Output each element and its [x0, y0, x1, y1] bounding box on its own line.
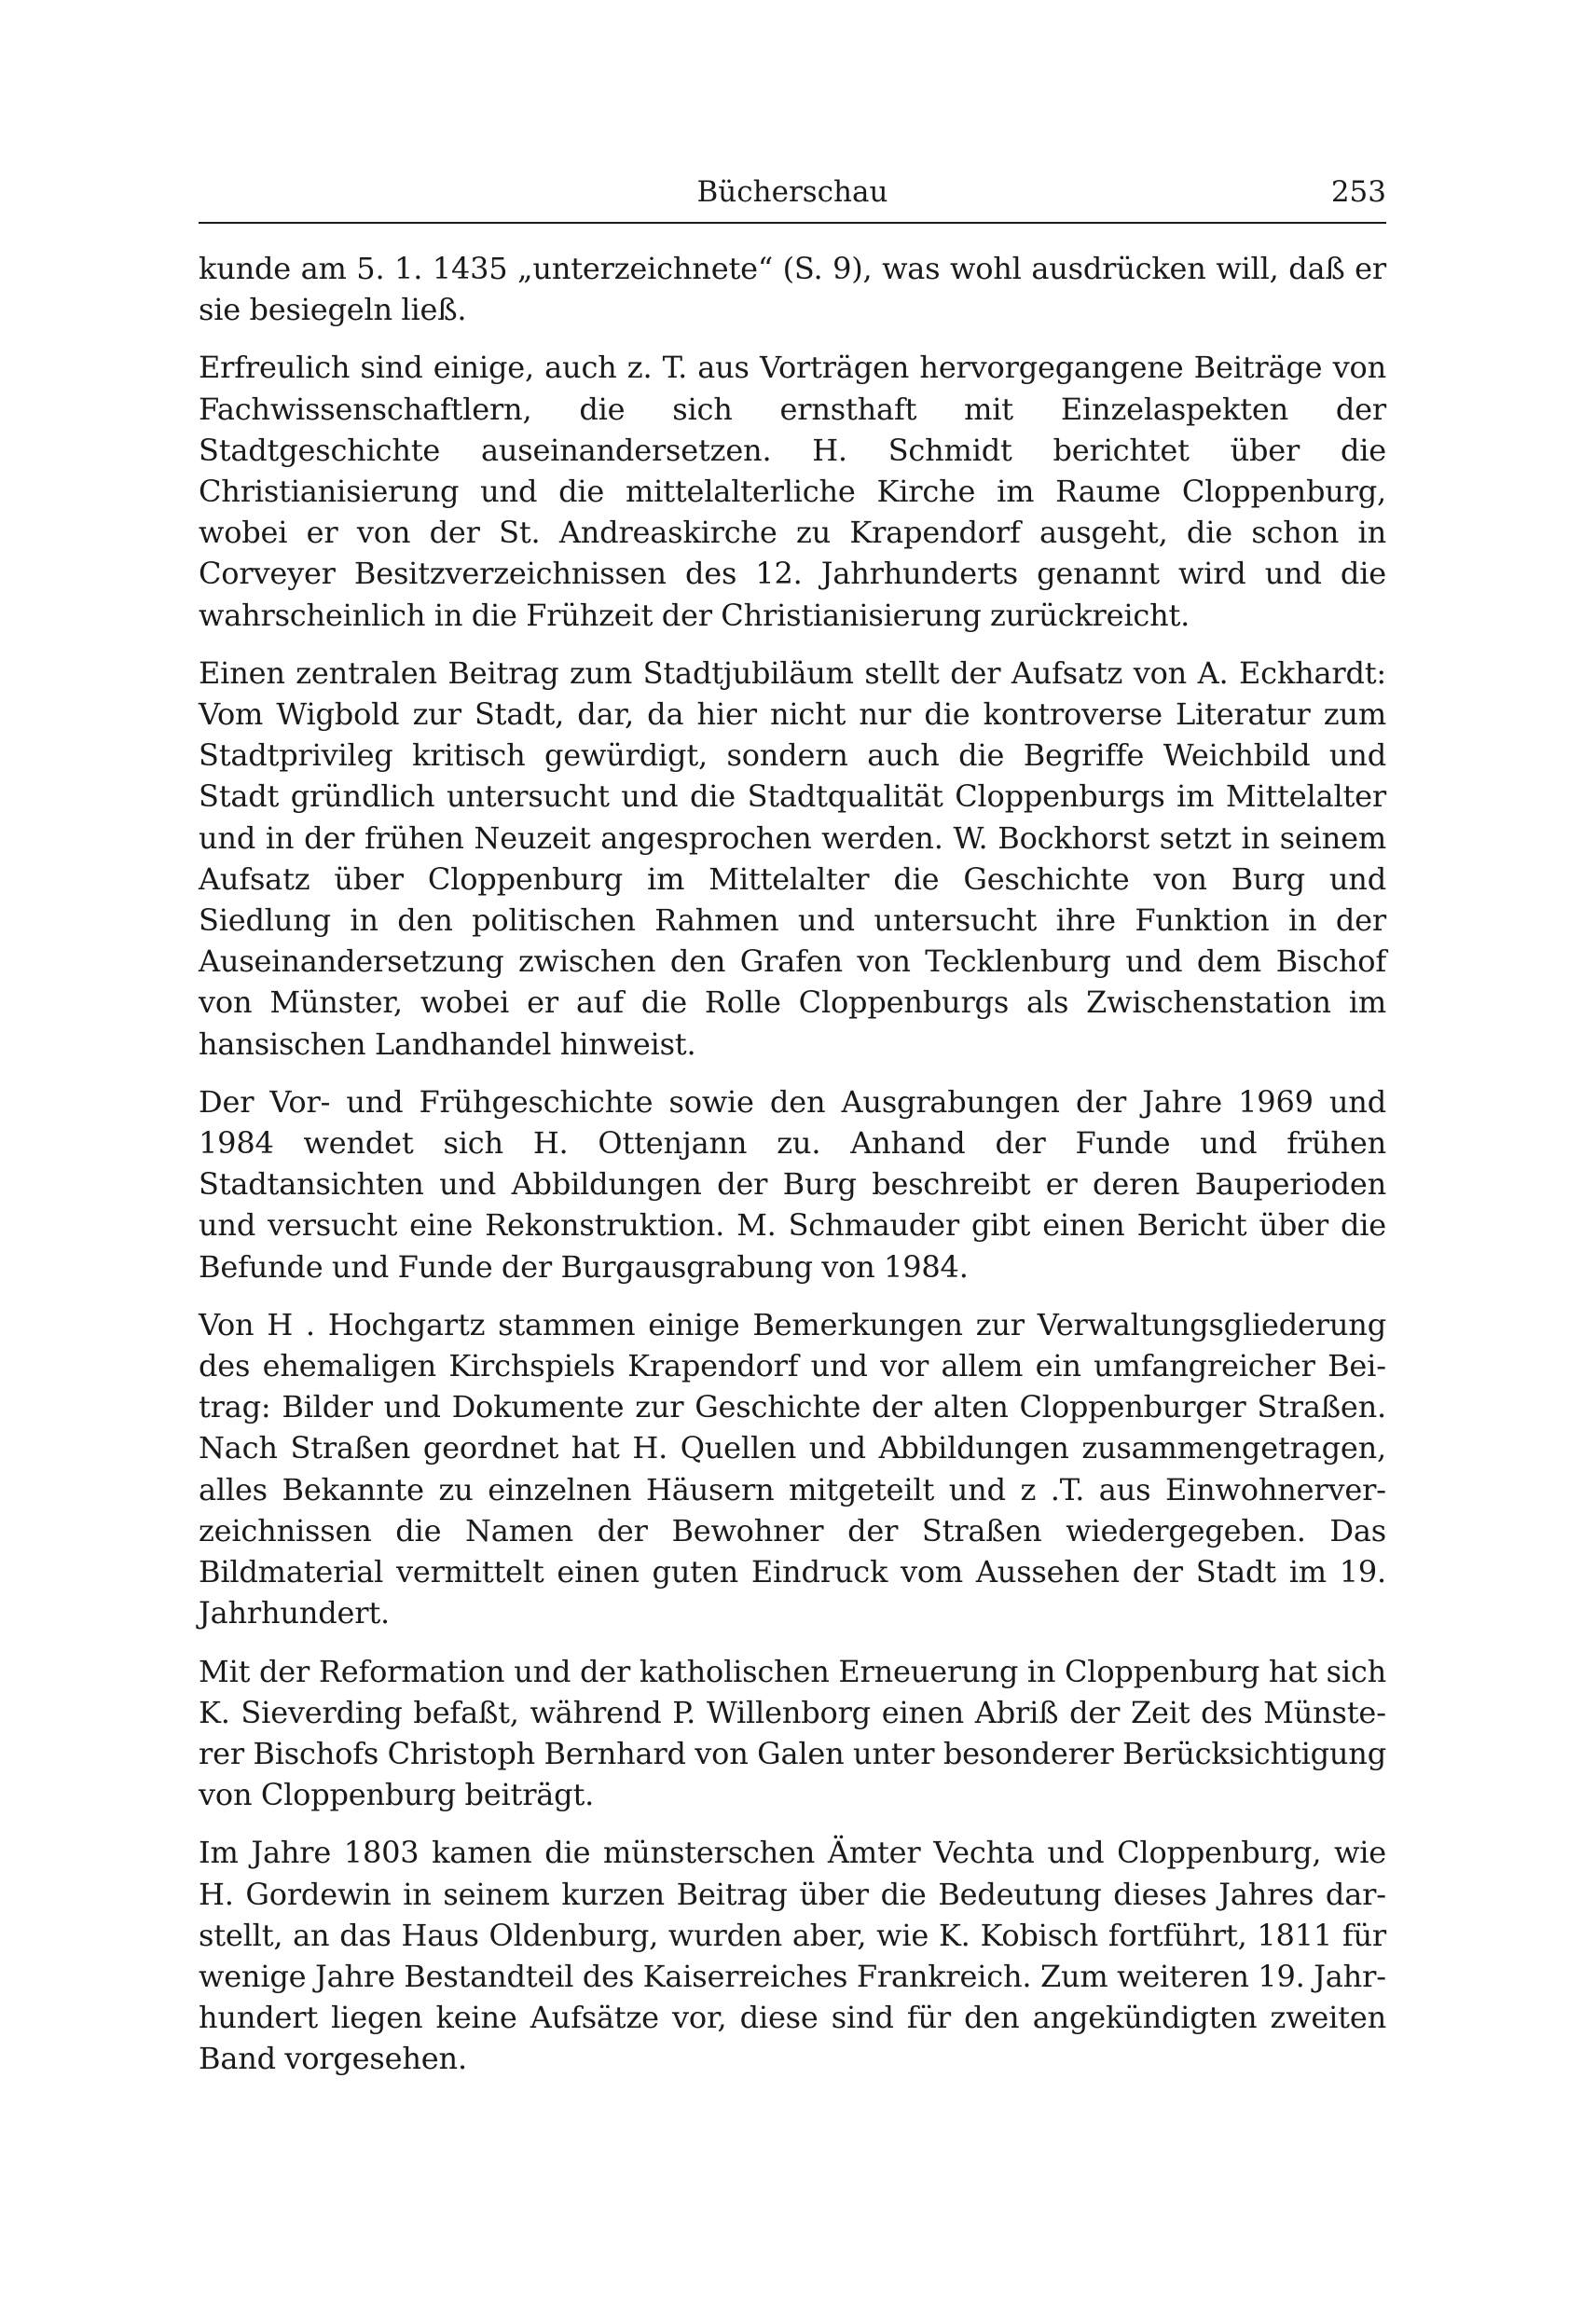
body-text	[199, 248, 1386, 2097]
paragraph-1: kunde am 5. 1. 1435 „unterzeichnete“ (S. 9), was wohl ausdrücken will, daß er sie besiegeln ließ.	[199, 251, 1386, 328]
paragraph-5: Von H . Hochgartz stammen einige Bemerkungen zur Verwaltungsgliederung des ehemaligen Kirchspiels Krapendorf und vor allem ein umfangreicher Beitrag: Bilder und Dokumente zur Geschichte der alten Cloppenburger Straßen. Nach Straßen geordnet hat H. Quellen und Abbildungen zusammengetragen, alles Bekannte zu einzelnen Häusern mitgeteilt und z .T. aus Einwohnerverzeichnissen die Namen der Bewohner der Straßen wiedergegeben. Das Bildmaterial vermittelt einen guten Eindruck vom Aussehen der Stadt im 19. Jahrhundert.	[199, 1306, 1386, 1631]
page-number: 253	[1330, 175, 1386, 209]
header-rule	[199, 222, 1386, 224]
paragraph-3: Einen zentralen Beitrag zum Stadtjubiläum stellt der Aufsatz von A. Eckhardt: Vom Wigbold zur Stadt, dar, da hier nicht nur die kontroverse Literatur zum Stadtprivileg kritisch gewürdigt, sondern auch die Begriffe Weichbild und Stadt gründlich untersucht und die Stadtqualität Cloppenburgs im Mittelalter und in der frühen Neuzeit angesprochen werden. W. Bockhorst setzt in seinem Aufsatz über Cloppenburg im Mittelalter die Geschichte von Burg und Siedlung in den politischen Rahmen und untersucht ihre Funktion in der Auseinandersetzung zwischen den Grafen von Tecklenburg und dem Bischof von Münster, wobei er auf die Rolle Cloppenburgs als Zwischenstation im hansischen Landhandel hinweist.	[199, 654, 1386, 1062]
paragraph-7: Im Jahre 1803 kamen die münsterschen Ämter Vechta und Cloppenburg, wie H. Gordewin in seinem kurzen Beitrag über die Bedeutung dieses Jahres darstellt, an das Haus Oldenburg, wurden aber, wie K. Kobisch fortführt, 1811 für wenige Jahre Bestandteil des Kaiserreiches Frankreich. Zum weiteren 19. Jahrhundert liegen keine Aufsätze vor, diese sind für den angekündigten zweiten Band vorgesehen.	[199, 1835, 1386, 2077]
running-header	[199, 166, 1386, 213]
paragraph-2: Erfreulich sind einige, auch z. T. aus Vorträgen hervorgegangene Beiträge von Fachwissenschaftlern, die sich ernsthaft mit Einzelaspekten der Stadtgeschichte auseinandersetzen. H. Schmidt berichtet über die Christianisierung und die mittelalterliche Kirche im Raume Cloppenburg, wobei er von der St. Andreaskirche zu Krapendorf ausgeht, die schon in Corveyer Besitzverzeichnissen des 12. Jahrhunderts genannt wird und die wahrscheinlich in die Frühzeit der Christianisierung zurückreicht.	[199, 350, 1386, 633]
paragraph-4: Der Vor- und Frühgeschichte sowie den Ausgrabungen der Jahre 1969 und 1984 wendet sich H. Ottenjann zu. Anhand der Funde und frühen Stadtansichten und Abbildungen der Burg beschreibt er deren Bauperioden und versucht eine Rekonstruktion. M. Schmauder gibt einen Bericht über die Befunde und Funde der Burgausgrabung von 1984.	[199, 1083, 1386, 1285]
paragraph-6: Mit der Reformation und der katholischen Erneuerung in Cloppenburg hat sich K. Sieverding befaßt, während P. Willenborg einen Abriß der Zeit des Münsterer Bischofs Christoph Bernhard von Galen unter besonderer Berücksichtigung von Cloppenburg beiträgt.	[199, 1653, 1386, 1813]
running-title: Bücherschau	[696, 175, 888, 209]
